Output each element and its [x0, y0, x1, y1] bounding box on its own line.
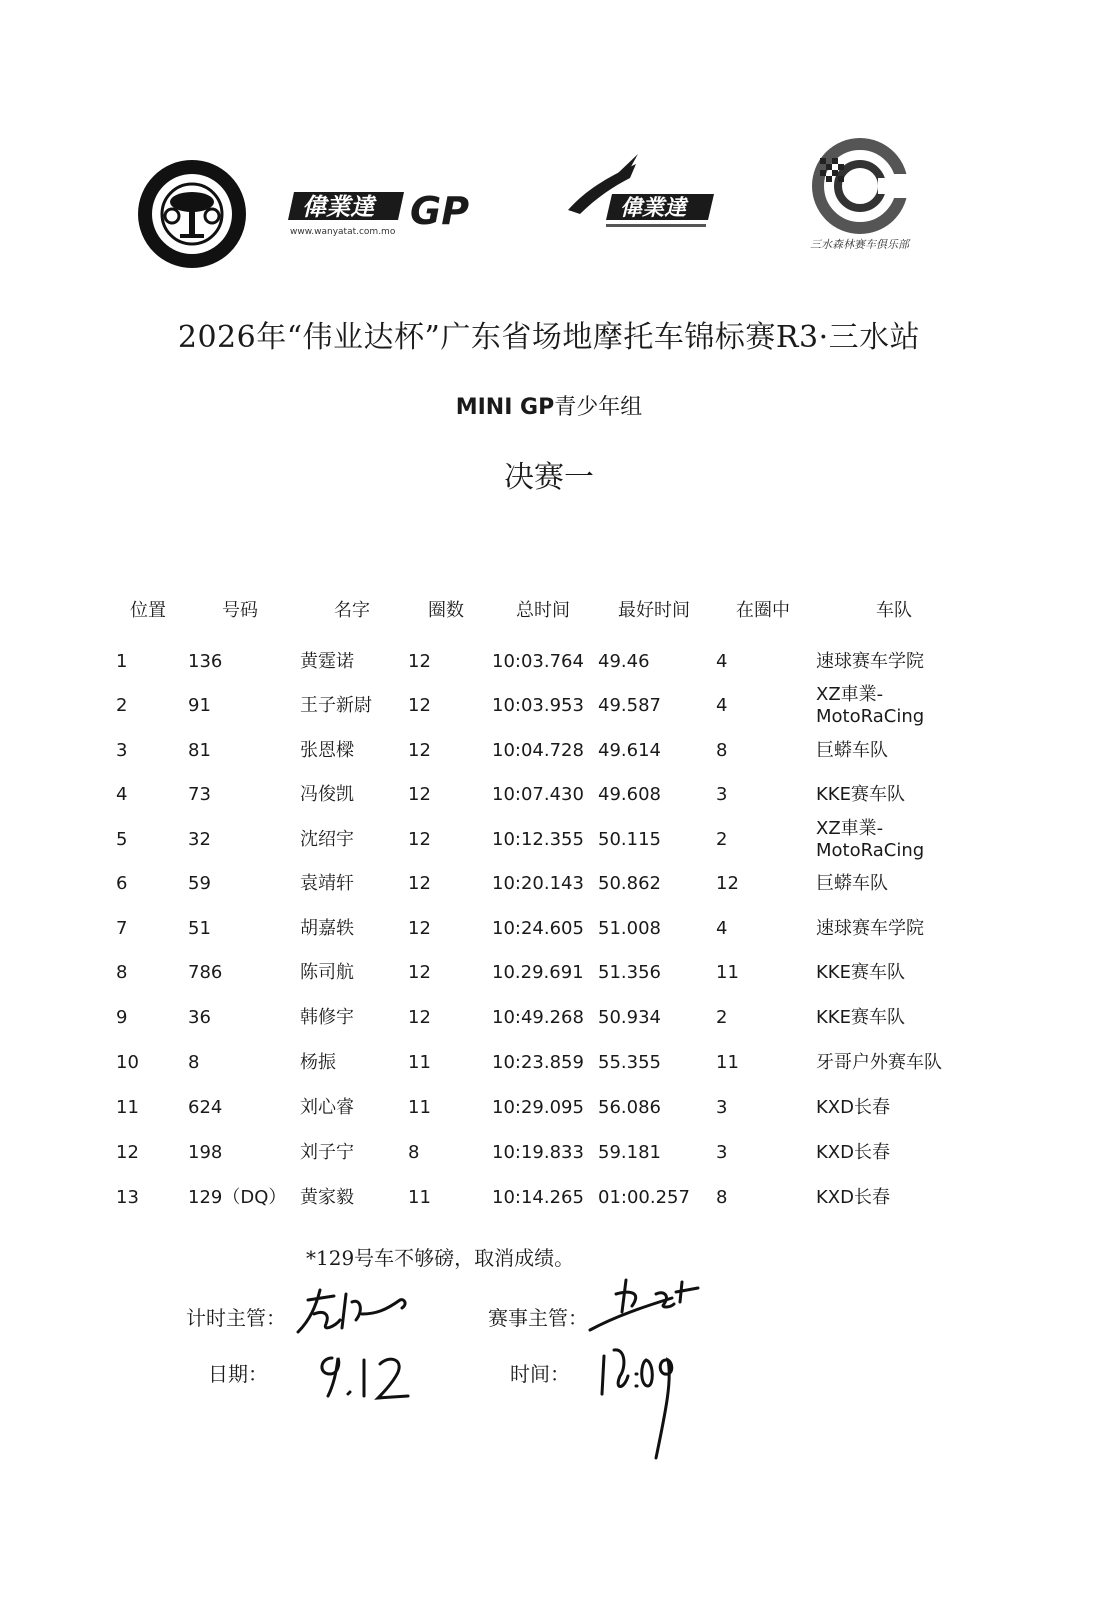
cell-position: 12 [116, 1142, 139, 1163]
cell-best-time: 49.46 [598, 651, 650, 672]
gp-logo-mark: GP [410, 189, 470, 233]
race-class-chinese: 青少年组 [554, 395, 643, 420]
cell-number: 624 [188, 1097, 223, 1118]
cell-laps: 11 [408, 1052, 431, 1073]
cell-laps: 11 [408, 1187, 431, 1208]
cell-team: KXD长春 [816, 1097, 890, 1118]
cell-number: 136 [188, 651, 223, 672]
cell-rider-name: 杨振 [300, 1052, 336, 1073]
cell-team: 速球赛车学院 [816, 651, 924, 672]
handwritten-date [310, 1346, 420, 1406]
cell-best-time: 51.008 [598, 918, 661, 939]
cell-number: 129（DQ） [188, 1187, 287, 1208]
cell-total-time: 10.29.691 [492, 962, 584, 983]
cell-number: 73 [188, 784, 211, 805]
cell-in-lap: 4 [716, 695, 728, 716]
column-header-number: 号码 [222, 600, 258, 621]
table-row [0, 1131, 1098, 1175]
cell-total-time: 10:29.095 [492, 1097, 584, 1118]
column-header-position: 位置 [130, 600, 166, 621]
association-logo [136, 158, 248, 270]
cell-position: 4 [116, 784, 128, 805]
table-row [0, 818, 1098, 862]
cell-rider-name: 黄家毅 [300, 1187, 354, 1208]
cell-team: 巨蟒车队 [816, 873, 888, 894]
cell-number: 59 [188, 873, 211, 894]
cell-position: 2 [116, 695, 128, 716]
cell-best-time: 59.181 [598, 1142, 661, 1163]
cell-laps: 12 [408, 918, 431, 939]
race-supervisor-signature [590, 1280, 698, 1330]
cell-number: 32 [188, 829, 211, 850]
weiyeda-logo-text: 偉業達 [302, 192, 374, 221]
cell-team: XZ車業- MotoRaCing [816, 818, 925, 861]
cell-in-lap: 8 [716, 1187, 728, 1208]
column-header-laps: 圈数 [428, 600, 464, 621]
cell-team: KXD长春 [816, 1187, 890, 1208]
cell-position: 10 [116, 1052, 139, 1073]
handwritten-time [596, 1340, 696, 1470]
weiyeda-logo-url: www.wanyatat.com.mo [290, 227, 396, 237]
cell-laps: 12 [408, 695, 431, 716]
cell-position: 13 [116, 1187, 139, 1208]
cell-best-time: 49.587 [598, 695, 661, 716]
cell-rider-name: 刘子宁 [300, 1142, 354, 1163]
cell-best-time: 50.115 [598, 829, 661, 850]
cell-total-time: 10:24.605 [492, 918, 584, 939]
cell-laps: 11 [408, 1097, 431, 1118]
cell-total-time: 10:12.355 [492, 829, 584, 850]
cell-total-time: 10:20.143 [492, 873, 584, 894]
cell-position: 7 [116, 918, 128, 939]
cell-rider-name: 陈司航 [300, 962, 354, 983]
cell-in-lap: 4 [716, 918, 728, 939]
cell-total-time: 10:23.859 [492, 1052, 584, 1073]
table-header-row [0, 596, 1098, 640]
table-row [0, 684, 1098, 728]
cell-rider-name: 黄霆诺 [300, 651, 354, 672]
cell-team: KKE赛车队 [816, 784, 905, 805]
cell-best-time: 50.934 [598, 1007, 661, 1028]
cell-best-time: 49.608 [598, 784, 661, 805]
column-header-in-lap: 在圈中 [736, 600, 790, 621]
cell-in-lap: 11 [716, 1052, 739, 1073]
cell-team: KXD长春 [816, 1142, 890, 1163]
disqualification-note: *129号车不够磅，取消成绩。 [306, 1246, 575, 1270]
race-class [0, 390, 1098, 421]
cell-rider-name: 沈绍宇 [300, 829, 354, 850]
column-header-name: 名字 [334, 600, 370, 621]
cell-number: 51 [188, 918, 211, 939]
cell-in-lap: 12 [716, 873, 739, 894]
cell-in-lap: 11 [716, 962, 739, 983]
heat-title: 决赛一 [504, 460, 594, 495]
cell-laps: 12 [408, 784, 431, 805]
cell-best-time: 01:00.257 [598, 1187, 690, 1208]
column-header-team: 车队 [876, 600, 912, 621]
cell-best-time: 55.355 [598, 1052, 661, 1073]
cell-in-lap: 3 [716, 1097, 728, 1118]
cell-number: 198 [188, 1142, 223, 1163]
cell-team: 牙哥户外赛车队 [816, 1052, 942, 1073]
sanshui-club-text: 三水森林赛车俱乐部 [810, 238, 909, 251]
timing-supervisor-label: 计时主管： [186, 1306, 286, 1330]
cell-laps: 12 [408, 873, 431, 894]
race-class-latin: MINI GP [455, 395, 555, 420]
cell-laps: 12 [408, 740, 431, 761]
cell-number: 81 [188, 740, 211, 761]
table-row [0, 1041, 1098, 1085]
cell-position: 1 [116, 651, 128, 672]
table-row [0, 729, 1098, 773]
cell-team: 巨蟒车队 [816, 740, 888, 761]
cell-position: 11 [116, 1097, 139, 1118]
cell-total-time: 10:14.265 [492, 1187, 584, 1208]
date-label: 日期： [208, 1362, 268, 1386]
cell-team: KKE赛车队 [816, 962, 905, 983]
cell-rider-name: 韩修宇 [300, 1007, 354, 1028]
cell-laps: 12 [408, 962, 431, 983]
cell-team: KKE赛车队 [816, 1007, 905, 1028]
weiyeda-wing-text: 偉業達 [620, 195, 687, 221]
cell-in-lap: 2 [716, 1007, 728, 1028]
weiyeda-gp-logo [286, 186, 522, 242]
cell-in-lap: 3 [716, 1142, 728, 1163]
table-row [0, 1176, 1098, 1220]
cell-best-time: 56.086 [598, 1097, 661, 1118]
cell-best-time: 49.614 [598, 740, 661, 761]
cell-team: 速球赛车学院 [816, 918, 924, 939]
cell-number: 8 [188, 1052, 200, 1073]
cell-rider-name: 袁靖轩 [300, 873, 354, 894]
weiyeda-wing-logo [566, 150, 716, 232]
cell-in-lap: 8 [716, 740, 728, 761]
cell-best-time: 51.356 [598, 962, 661, 983]
cell-in-lap: 2 [716, 829, 728, 850]
table-row [0, 907, 1098, 951]
time-label: 时间： [510, 1362, 570, 1386]
table-row [0, 862, 1098, 906]
table-row [0, 1086, 1098, 1130]
timing-supervisor-signature [290, 1280, 420, 1340]
cell-total-time: 10:19.833 [492, 1142, 584, 1163]
cell-position: 8 [116, 962, 128, 983]
sanshui-club-logo [802, 138, 928, 256]
cell-number: 91 [188, 695, 211, 716]
cell-total-time: 10:03.764 [492, 651, 584, 672]
table-row [0, 996, 1098, 1040]
cell-total-time: 10:07.430 [492, 784, 584, 805]
cell-number: 786 [188, 962, 223, 983]
cell-in-lap: 4 [716, 651, 728, 672]
table-row [0, 951, 1098, 995]
column-header-best-time: 最好时间 [618, 600, 690, 621]
cell-rider-name: 冯俊凯 [300, 784, 354, 805]
cell-position: 9 [116, 1007, 128, 1028]
cell-rider-name: 王子新尉 [300, 695, 372, 716]
cell-in-lap: 3 [716, 784, 728, 805]
document-title: 2026年“伟业达杯”广东省场地摩托车锦标赛R3·三水站 [177, 320, 921, 355]
cell-laps: 12 [408, 1007, 431, 1028]
table-row [0, 640, 1098, 684]
cell-position: 6 [116, 873, 128, 894]
cell-position: 3 [116, 740, 128, 761]
cell-total-time: 10:03.953 [492, 695, 584, 716]
table-row [0, 773, 1098, 817]
cell-laps: 8 [408, 1142, 420, 1163]
cell-team: XZ車業- MotoRaCing [816, 684, 925, 727]
cell-laps: 12 [408, 651, 431, 672]
cell-position: 5 [116, 829, 128, 850]
column-header-total-time: 总时间 [516, 600, 570, 621]
cell-rider-name: 胡嘉轶 [300, 918, 354, 939]
cell-rider-name: 刘心睿 [300, 1097, 354, 1118]
cell-laps: 12 [408, 829, 431, 850]
cell-total-time: 10:04.728 [492, 740, 584, 761]
cell-total-time: 10:49.268 [492, 1007, 584, 1028]
race-supervisor-label: 赛事主管： [488, 1306, 588, 1330]
cell-number: 36 [188, 1007, 211, 1028]
cell-best-time: 50.862 [598, 873, 661, 894]
cell-rider-name: 张恩樑 [300, 740, 354, 761]
